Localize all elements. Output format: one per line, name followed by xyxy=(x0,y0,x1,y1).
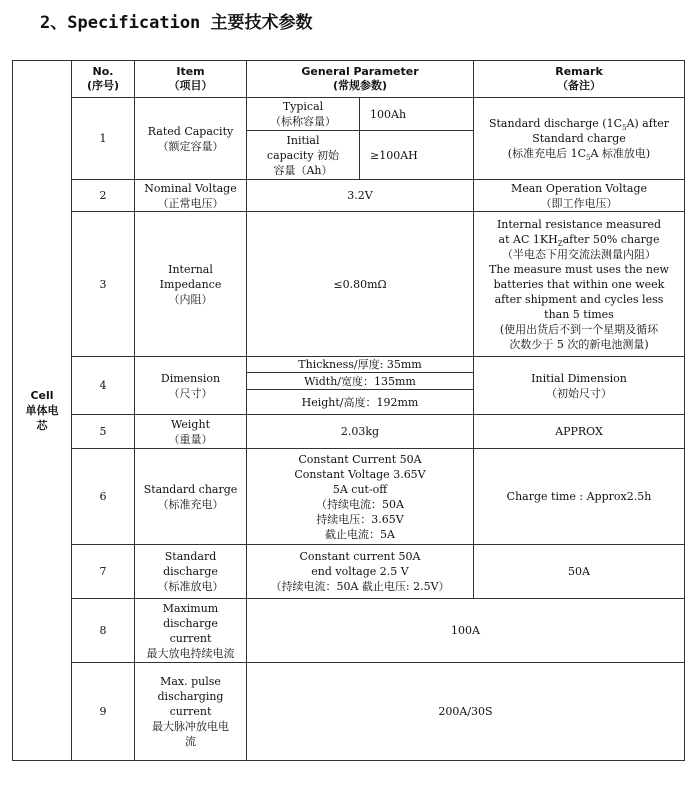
row-remark: Mean Operation Voltage （即工作电压） xyxy=(474,180,685,212)
row-number: 4 xyxy=(72,357,135,415)
row-remark: Charge time : Approx2.5h xyxy=(474,449,685,545)
width-value: Width/宽度：135mm xyxy=(247,373,474,390)
table-row xyxy=(13,599,685,663)
header-general-parameter: General Parameter (常规参数) xyxy=(247,61,474,98)
header-no: No. (序号) xyxy=(72,61,135,98)
row-item: Internal Impedance （内阻） xyxy=(135,212,247,357)
row-remark: 50A xyxy=(474,545,685,599)
row-value: 100A xyxy=(247,599,685,663)
row-number: 2 xyxy=(72,180,135,212)
table-row xyxy=(13,545,685,599)
row-number: 9 xyxy=(72,663,135,761)
row-number: 7 xyxy=(72,545,135,599)
typical-capacity-label: Typical （标称容量） xyxy=(247,98,360,131)
height-value: Height/高度：192mm xyxy=(247,390,474,415)
row-number: 8 xyxy=(72,599,135,663)
cell-group-label: Cell 单体电 芯 xyxy=(13,61,72,761)
table-row xyxy=(13,415,685,449)
row-parameter: Constant Current 50A Constant Voltage 3.65V 5A cut-off （持续电流：50A 持续电压：3.65V 截止电流：5A xyxy=(247,449,474,545)
row-item: Weight （重量） xyxy=(135,415,247,449)
specification-table xyxy=(12,60,685,761)
row-item: Max. pulse discharging current 最大脉冲放电电 流 xyxy=(135,663,247,761)
row-remark: Initial Dimension （初始尺寸） xyxy=(474,357,685,415)
table-row xyxy=(13,98,685,131)
row-parameter: 3.2V xyxy=(247,180,474,212)
table-row xyxy=(13,212,685,357)
initial-capacity-value: ≥100AH xyxy=(360,131,474,180)
table-row xyxy=(13,357,685,373)
table-row xyxy=(13,449,685,545)
table-row xyxy=(13,663,685,761)
row-value: 200A/30S xyxy=(247,663,685,761)
thickness-value: Thickness/厚度: 35mm xyxy=(247,357,474,373)
row-number: 5 xyxy=(72,415,135,449)
row-number: 6 xyxy=(72,449,135,545)
row-parameter: 2.03kg xyxy=(247,415,474,449)
row-item: Nominal Voltage （正常电压） xyxy=(135,180,247,212)
section-title: 2、Specification 主要技术参数 xyxy=(40,13,313,33)
row-item: Dimension （尺寸） xyxy=(135,357,247,415)
header-item: Item （项目） xyxy=(135,61,247,98)
row-remark: APPROX xyxy=(474,415,685,449)
row-parameter: ≤0.80mΩ xyxy=(247,212,474,357)
row-item: Standard discharge （标准放电） xyxy=(135,545,247,599)
initial-capacity-label: Initial capacity 初始 容量（Ah） xyxy=(247,131,360,180)
row-item: Rated Capacity （额定容量） xyxy=(135,98,247,180)
row-number: 3 xyxy=(72,212,135,357)
row-remark: Internal resistance measured at AC $1KH_Zafter$ 50% charge （半电态下用交流法测量内阻） The measure must uses the new batteries that within one week after shipment and cycles less than 5 times (使用出货后不到一个星期及循环 次数少于 5 次的新电池测量) xyxy=(474,212,685,357)
typical-capacity-value: 100Ah xyxy=(360,98,474,131)
row-number: 1 xyxy=(72,98,135,180)
row-item: Standard charge （标准充电） xyxy=(135,449,247,545)
row-parameter: Constant current 50A end voltage 2.5 V （持续电流：50A 截止电压: 2.5V） xyxy=(247,545,474,599)
header-remark: Remark （备注） xyxy=(474,61,685,98)
header-row xyxy=(13,61,685,98)
row-item: Maximum discharge current 最大放电持续电流 xyxy=(135,599,247,663)
table-row xyxy=(13,180,685,212)
row-remark: Standard discharge $(1C_5A)$ after Standard charge (标准充电后 $1C_5A$ 标准放电) xyxy=(474,98,685,180)
